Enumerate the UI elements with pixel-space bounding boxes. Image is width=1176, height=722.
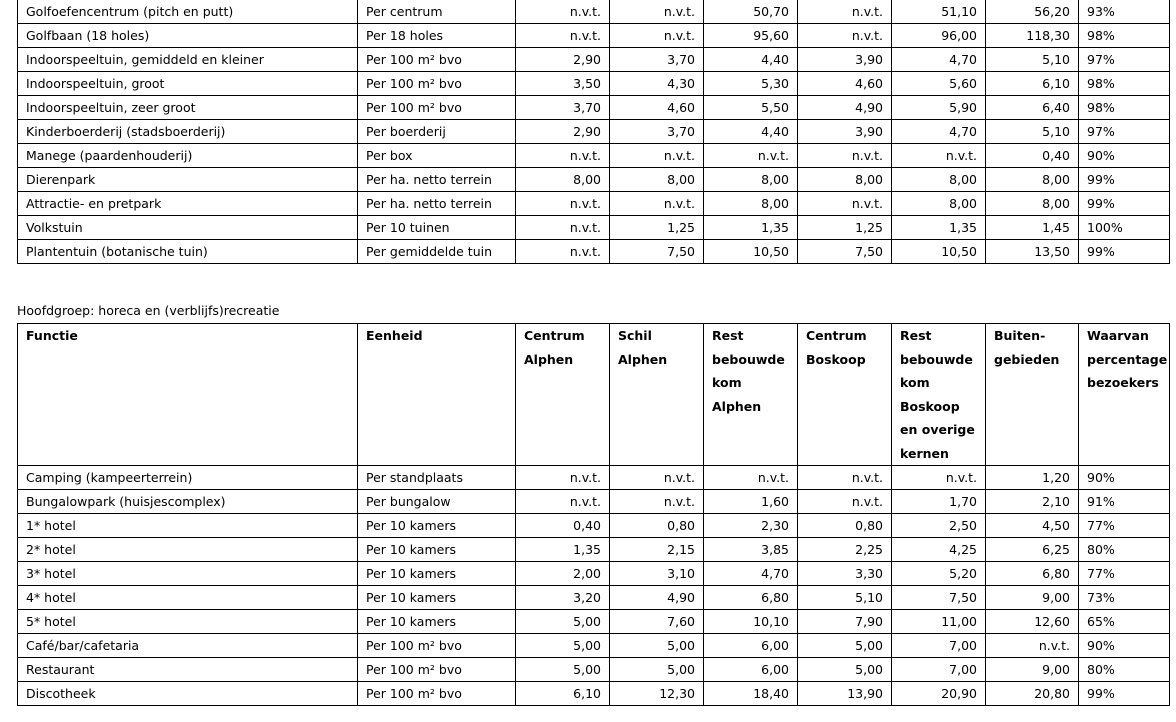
cell-value: 5,00: [516, 658, 610, 682]
table-row: [18, 216, 1170, 240]
cell-value: n.v.t.: [798, 466, 892, 490]
cell-value: 20,80: [986, 682, 1079, 706]
cell-eenheid: Per 100 m² bvo: [358, 634, 516, 658]
cell-functie: Plantentuin (botanische tuin): [18, 240, 358, 264]
table-row: [18, 490, 1170, 514]
cell-value: 7,90: [798, 610, 892, 634]
cell-value: 5,00: [610, 634, 704, 658]
cell-value: 0,80: [610, 514, 704, 538]
cell-functie: Indoorspeeltuin, groot: [18, 72, 358, 96]
cell-value: 4,50: [986, 514, 1079, 538]
cell-value: 4,60: [798, 72, 892, 96]
cell-value: 2,50: [892, 514, 986, 538]
cell-value: 7,00: [892, 658, 986, 682]
cell-functie: Attractie- en pretpark: [18, 192, 358, 216]
cell-value: 12,60: [986, 610, 1079, 634]
cell-eenheid: Per ha. netto terrein: [358, 192, 516, 216]
cell-value: 5,10: [798, 586, 892, 610]
cell-functie: Bungalowpark (huisjescomplex): [18, 490, 358, 514]
cell-functie: Camping (kampeerterrein): [18, 466, 358, 490]
cell-value: 8,00: [704, 192, 798, 216]
cell-value: 2,30: [704, 514, 798, 538]
header-percentage-bezoekers: Waarvan percentage bezoekers: [1079, 324, 1170, 466]
cell-value: 1,35: [516, 538, 610, 562]
cell-value: 5,20: [892, 562, 986, 586]
cell-value: 77%: [1079, 514, 1170, 538]
cell-eenheid: Per centrum: [358, 0, 516, 24]
cell-value: 8,00: [986, 168, 1079, 192]
cell-value: 91%: [1079, 490, 1170, 514]
cell-value: 5,10: [986, 48, 1079, 72]
cell-value: n.v.t.: [610, 144, 704, 168]
cell-value: 2,10: [986, 490, 1079, 514]
cell-eenheid: Per 100 m² bvo: [358, 658, 516, 682]
cell-value: 1,35: [892, 216, 986, 240]
cell-value: 20,90: [892, 682, 986, 706]
cell-eenheid: Per 100 m² bvo: [358, 48, 516, 72]
cell-functie: Manege (paardenhouderij): [18, 144, 358, 168]
cell-value: 4,70: [704, 562, 798, 586]
cell-value: 2,90: [516, 48, 610, 72]
cell-value: 3,85: [704, 538, 798, 562]
cell-value: n.v.t.: [704, 144, 798, 168]
table-row: [18, 240, 1170, 264]
table-row: [18, 192, 1170, 216]
cell-value: n.v.t.: [516, 0, 610, 24]
cell-value: 93%: [1079, 0, 1170, 24]
cell-value: 80%: [1079, 538, 1170, 562]
cell-value: 1,45: [986, 216, 1079, 240]
cell-value: 99%: [1079, 682, 1170, 706]
cell-value: 3,70: [610, 48, 704, 72]
cell-value: 98%: [1079, 72, 1170, 96]
cell-value: 13,90: [798, 682, 892, 706]
cell-eenheid: Per bungalow: [358, 490, 516, 514]
cell-eenheid: Per standplaats: [358, 466, 516, 490]
cell-functie: Indoorspeeltuin, zeer groot: [18, 96, 358, 120]
cell-eenheid: Per 100 m² bvo: [358, 682, 516, 706]
cell-value: n.v.t.: [610, 0, 704, 24]
cell-value: 2,15: [610, 538, 704, 562]
cell-eenheid: Per ha. netto terrein: [358, 168, 516, 192]
header-rest-bebouwde-kom-alphen: Rest bebouwde kom Alphen: [704, 324, 798, 466]
cell-value: 3,30: [798, 562, 892, 586]
cell-value: 90%: [1079, 466, 1170, 490]
cell-eenheid: Per 10 kamers: [358, 562, 516, 586]
cell-functie: 5* hotel: [18, 610, 358, 634]
cell-value: 12,30: [610, 682, 704, 706]
cell-value: 90%: [1079, 634, 1170, 658]
table-row: [18, 466, 1170, 490]
cell-functie: Indoorspeeltuin, gemiddeld en kleiner: [18, 48, 358, 72]
cell-value: 6,25: [986, 538, 1079, 562]
cell-value: 3,50: [516, 72, 610, 96]
cell-value: 4,40: [704, 120, 798, 144]
cell-value: 1,60: [704, 490, 798, 514]
table-row: [18, 0, 1170, 24]
cell-value: 13,50: [986, 240, 1079, 264]
cell-value: 118,30: [986, 24, 1079, 48]
header-buitengebieden: Buiten-gebieden: [986, 324, 1079, 466]
table-row: [18, 634, 1170, 658]
cell-value: 99%: [1079, 240, 1170, 264]
cell-value: n.v.t.: [798, 24, 892, 48]
cell-value: 5,00: [610, 658, 704, 682]
cell-value: 3,70: [516, 96, 610, 120]
table-row: [18, 48, 1170, 72]
cell-value: 7,00: [892, 634, 986, 658]
cell-value: n.v.t.: [798, 0, 892, 24]
header-schil-alphen: Schil Alphen: [610, 324, 704, 466]
cell-functie: 2* hotel: [18, 538, 358, 562]
cell-value: 5,00: [798, 634, 892, 658]
cell-functie: Dierenpark: [18, 168, 358, 192]
header-rest-bebouwde-kom-boskoop: Rest bebouwde kom Boskoop en overige kernen: [892, 324, 986, 466]
cell-value: 5,30: [704, 72, 798, 96]
cell-value: 6,10: [986, 72, 1079, 96]
cell-functie: Golfbaan (18 holes): [18, 24, 358, 48]
cell-eenheid: Per 10 kamers: [358, 586, 516, 610]
cell-value: 1,20: [986, 466, 1079, 490]
cell-value: 3,20: [516, 586, 610, 610]
cell-value: n.v.t.: [516, 192, 610, 216]
cell-value: n.v.t.: [798, 192, 892, 216]
cell-eenheid: Per 100 m² bvo: [358, 96, 516, 120]
cell-value: 5,50: [704, 96, 798, 120]
cell-value: 6,10: [516, 682, 610, 706]
cell-value: 4,90: [610, 586, 704, 610]
cell-value: n.v.t.: [610, 466, 704, 490]
cell-eenheid: Per boerderij: [358, 120, 516, 144]
cell-eenheid: Per 100 m² bvo: [358, 72, 516, 96]
cell-value: 7,60: [610, 610, 704, 634]
cell-value: n.v.t.: [610, 192, 704, 216]
cell-value: n.v.t.: [516, 490, 610, 514]
cell-functie: Golfoefencentrum (pitch en putt): [18, 0, 358, 24]
cell-value: n.v.t.: [516, 466, 610, 490]
cell-value: n.v.t.: [986, 634, 1079, 658]
cell-functie: Kinderboerderij (stadsboerderij): [18, 120, 358, 144]
cell-eenheid: Per gemiddelde tuin: [358, 240, 516, 264]
cell-value: 8,00: [516, 168, 610, 192]
cell-value: 0,40: [516, 514, 610, 538]
cell-value: n.v.t.: [516, 240, 610, 264]
cell-value: 3,90: [798, 120, 892, 144]
cell-value: 5,90: [892, 96, 986, 120]
cell-value: 10,10: [704, 610, 798, 634]
cell-value: 4,40: [704, 48, 798, 72]
cell-functie: 4* hotel: [18, 586, 358, 610]
cell-functie: 3* hotel: [18, 562, 358, 586]
cell-value: 97%: [1079, 48, 1170, 72]
cell-value: 6,40: [986, 96, 1079, 120]
parking-norms-table-horeca: [17, 323, 1170, 706]
cell-value: 2,00: [516, 562, 610, 586]
cell-value: 18,40: [704, 682, 798, 706]
table-header-row: [18, 324, 1170, 466]
header-functie: Functie: [18, 324, 358, 466]
cell-value: 5,00: [516, 610, 610, 634]
cell-value: 95,60: [704, 24, 798, 48]
cell-value: 4,25: [892, 538, 986, 562]
table-row: [18, 96, 1170, 120]
cell-value: 8,00: [798, 168, 892, 192]
cell-value: 80%: [1079, 658, 1170, 682]
table-row: [18, 120, 1170, 144]
cell-value: 1,35: [704, 216, 798, 240]
cell-value: n.v.t.: [892, 466, 986, 490]
cell-value: n.v.t.: [516, 216, 610, 240]
cell-value: 7,50: [610, 240, 704, 264]
table-row: [18, 586, 1170, 610]
parking-norms-table-top: [17, 0, 1170, 264]
cell-value: 5,10: [986, 120, 1079, 144]
cell-value: 2,25: [798, 538, 892, 562]
table-row: [18, 610, 1170, 634]
section-title: Hoofdgroep: horeca en (verblijfs)recreatie: [17, 303, 280, 318]
table-row: [18, 168, 1170, 192]
cell-eenheid: Per box: [358, 144, 516, 168]
cell-value: 8,00: [610, 168, 704, 192]
cell-value: 9,00: [986, 586, 1079, 610]
cell-value: 6,80: [986, 562, 1079, 586]
cell-value: 98%: [1079, 96, 1170, 120]
cell-value: 90%: [1079, 144, 1170, 168]
cell-value: 4,60: [610, 96, 704, 120]
cell-value: 51,10: [892, 0, 986, 24]
cell-value: 7,50: [892, 586, 986, 610]
table-row: [18, 658, 1170, 682]
cell-value: 99%: [1079, 168, 1170, 192]
cell-functie: Restaurant: [18, 658, 358, 682]
cell-eenheid: Per 10 tuinen: [358, 216, 516, 240]
cell-value: 50,70: [704, 0, 798, 24]
cell-value: n.v.t.: [798, 144, 892, 168]
cell-value: 1,25: [610, 216, 704, 240]
table-row: [18, 514, 1170, 538]
cell-value: 3,10: [610, 562, 704, 586]
cell-value: n.v.t.: [516, 144, 610, 168]
cell-value: 96,00: [892, 24, 986, 48]
cell-value: 1,25: [798, 216, 892, 240]
cell-value: 65%: [1079, 610, 1170, 634]
cell-value: 6,00: [704, 658, 798, 682]
cell-value: 10,50: [704, 240, 798, 264]
cell-value: 8,00: [986, 192, 1079, 216]
cell-value: 4,70: [892, 48, 986, 72]
cell-value: 5,00: [798, 658, 892, 682]
cell-value: n.v.t.: [798, 490, 892, 514]
header-centrum-alphen: Centrum Alphen: [516, 324, 610, 466]
cell-value: 4,30: [610, 72, 704, 96]
cell-eenheid: Per 10 kamers: [358, 514, 516, 538]
table-row: [18, 538, 1170, 562]
cell-value: n.v.t.: [704, 466, 798, 490]
cell-value: 8,00: [892, 192, 986, 216]
cell-value: 97%: [1079, 120, 1170, 144]
cell-value: 9,00: [986, 658, 1079, 682]
cell-value: 1,70: [892, 490, 986, 514]
cell-value: n.v.t.: [892, 144, 986, 168]
cell-value: 0,80: [798, 514, 892, 538]
table-row: [18, 24, 1170, 48]
header-eenheid: Eenheid: [358, 324, 516, 466]
cell-value: 10,50: [892, 240, 986, 264]
cell-functie: Café/bar/cafetaria: [18, 634, 358, 658]
cell-value: 3,70: [610, 120, 704, 144]
cell-value: 99%: [1079, 192, 1170, 216]
cell-value: 5,00: [516, 634, 610, 658]
table-row: [18, 562, 1170, 586]
cell-functie: Discotheek: [18, 682, 358, 706]
cell-value: 77%: [1079, 562, 1170, 586]
cell-value: 100%: [1079, 216, 1170, 240]
cell-value: 5,60: [892, 72, 986, 96]
header-centrum-boskoop: Centrum Boskoop: [798, 324, 892, 466]
cell-value: 4,90: [798, 96, 892, 120]
cell-eenheid: Per 18 holes: [358, 24, 516, 48]
cell-value: 56,20: [986, 0, 1079, 24]
cell-value: 11,00: [892, 610, 986, 634]
cell-eenheid: Per 10 kamers: [358, 538, 516, 562]
cell-value: 6,80: [704, 586, 798, 610]
table-row: [18, 72, 1170, 96]
cell-value: 2,90: [516, 120, 610, 144]
cell-functie: Volkstuin: [18, 216, 358, 240]
cell-value: 3,90: [798, 48, 892, 72]
table-row: [18, 144, 1170, 168]
cell-value: 4,70: [892, 120, 986, 144]
cell-value: n.v.t.: [516, 24, 610, 48]
cell-value: n.v.t.: [610, 490, 704, 514]
cell-value: n.v.t.: [610, 24, 704, 48]
cell-eenheid: Per 10 kamers: [358, 610, 516, 634]
table-row: [18, 682, 1170, 706]
cell-value: 8,00: [704, 168, 798, 192]
cell-value: 6,00: [704, 634, 798, 658]
cell-functie: 1* hotel: [18, 514, 358, 538]
cell-value: 7,50: [798, 240, 892, 264]
cell-value: 98%: [1079, 24, 1170, 48]
cell-value: 0,40: [986, 144, 1079, 168]
cell-value: 73%: [1079, 586, 1170, 610]
cell-value: 8,00: [892, 168, 986, 192]
